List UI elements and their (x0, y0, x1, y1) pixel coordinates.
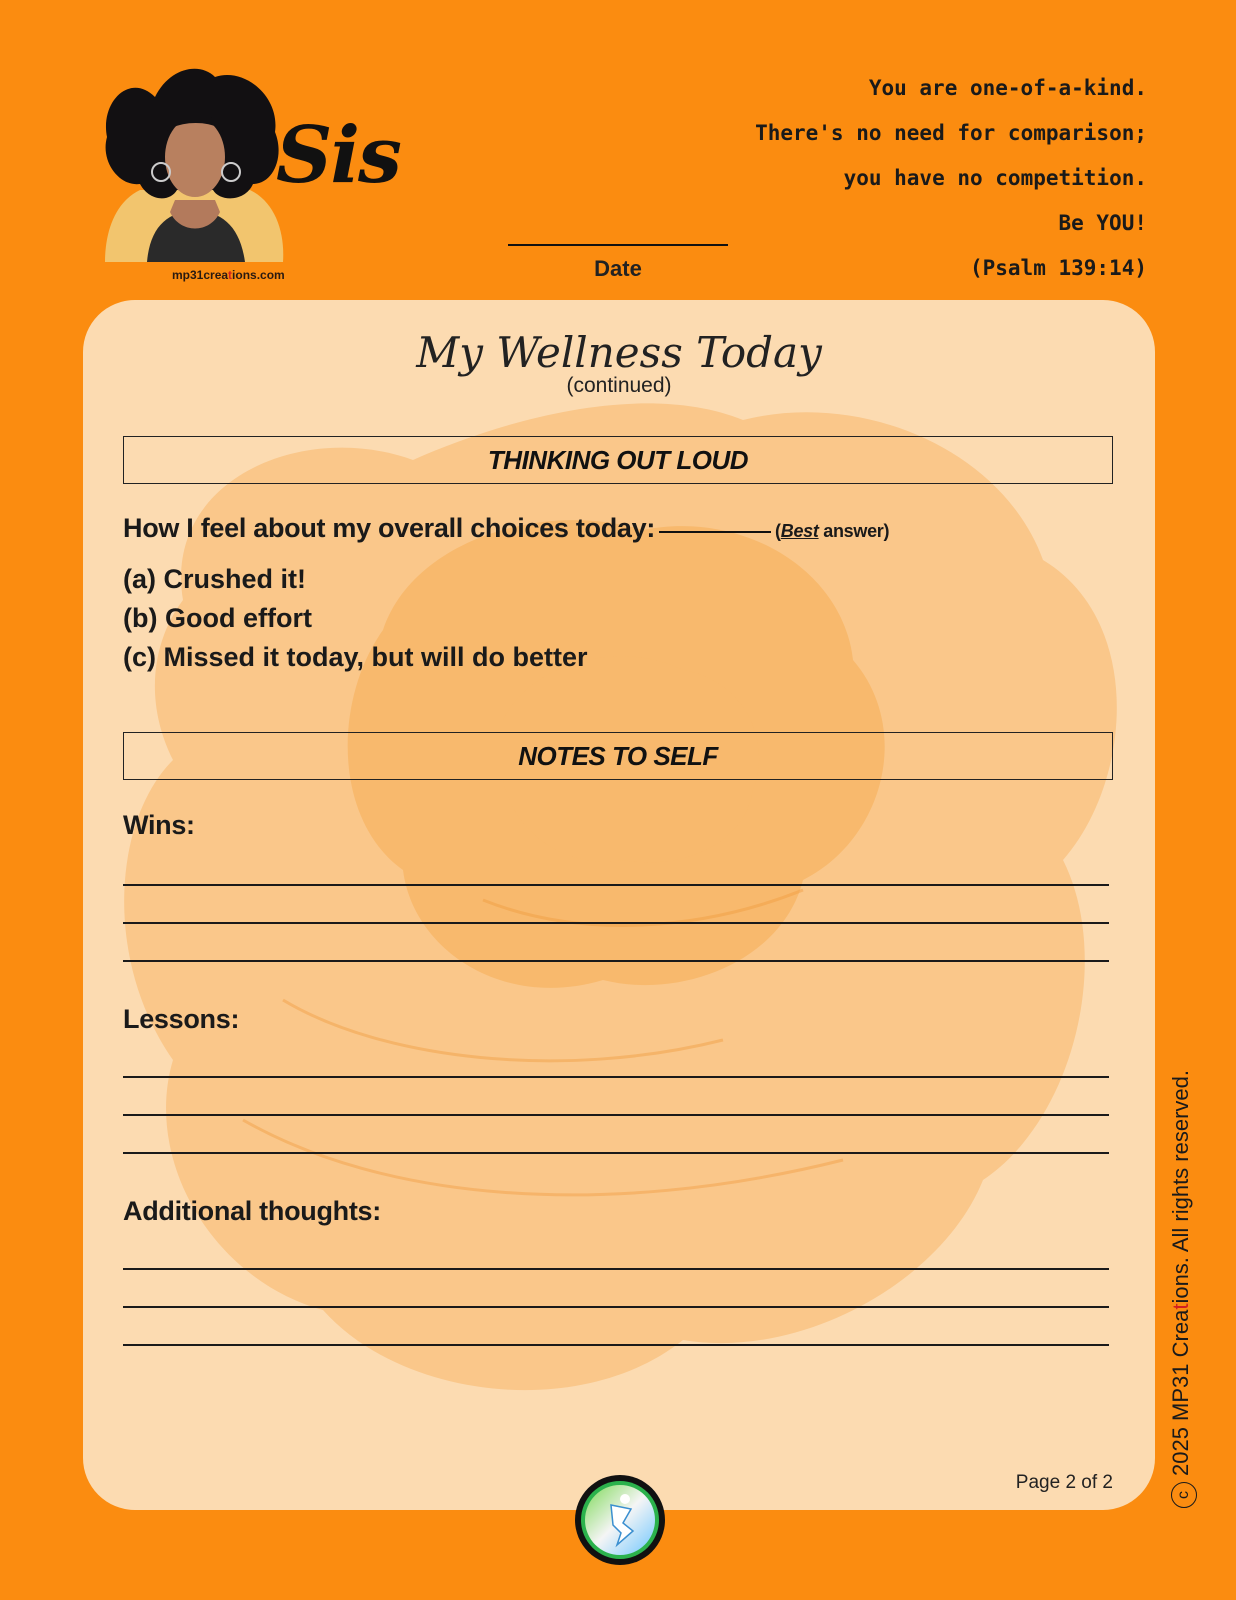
woman-avatar-illustration (95, 62, 295, 267)
website-url: mp31creations.com (172, 268, 285, 282)
quote-line: Be YOU! (1058, 211, 1147, 235)
affirmation-quote (755, 66, 1147, 291)
section-header-notes: NOTES TO SELF (123, 732, 1113, 780)
lessons-line-1[interactable] (123, 1076, 1109, 1078)
quote-line: You are one-of-a-kind. (868, 76, 1147, 100)
question-text: How I feel about my overall choices today: (123, 513, 656, 543)
option-b: (b) Good effort (123, 603, 312, 633)
wins-label: Wins: (123, 810, 195, 840)
additional-line-1[interactable] (123, 1268, 1109, 1270)
quote-line: (Psalm 139:14) (969, 256, 1147, 280)
section-header-thinking: THINKING OUT LOUD (123, 436, 1113, 484)
date-label: Date (594, 256, 642, 281)
quote-line: There's no need for comparison; (755, 121, 1147, 145)
wins-line-2[interactable] (123, 922, 1109, 924)
option-c: (c) Missed it today, but will do better (123, 642, 588, 672)
dancer-logo-icon (573, 1473, 667, 1567)
brand-word-sis: Sis (276, 110, 400, 201)
additional-line-3[interactable] (123, 1344, 1109, 1346)
option-a: (a) Crushed it! (123, 564, 307, 594)
page-title: My Wellness Today (416, 328, 822, 377)
wellness-card (83, 300, 1155, 1510)
wins-line-3[interactable] (123, 960, 1109, 962)
copyright-icon: c (1171, 1482, 1197, 1508)
lessons-line-2[interactable] (123, 1114, 1109, 1116)
date-field-line[interactable] (508, 244, 728, 246)
page-subtitle: (continued) (566, 374, 672, 397)
choices-question (123, 513, 889, 544)
additional-line-2[interactable] (123, 1306, 1109, 1308)
page-number: Page 2 of 2 (1015, 1472, 1113, 1493)
lessons-line-3[interactable] (123, 1152, 1109, 1154)
wins-line-1[interactable] (123, 884, 1109, 886)
quote-line: you have no competition. (843, 166, 1147, 190)
answer-blank[interactable] (659, 531, 771, 533)
lessons-label: Lessons: (123, 1004, 240, 1034)
additional-thoughts-label: Additional thoughts: (123, 1196, 381, 1226)
best-answer-note: (Best answer) (775, 521, 890, 541)
copyright-notice: c2025 MP31 Creations. All rights reserved. (1168, 1070, 1197, 1508)
